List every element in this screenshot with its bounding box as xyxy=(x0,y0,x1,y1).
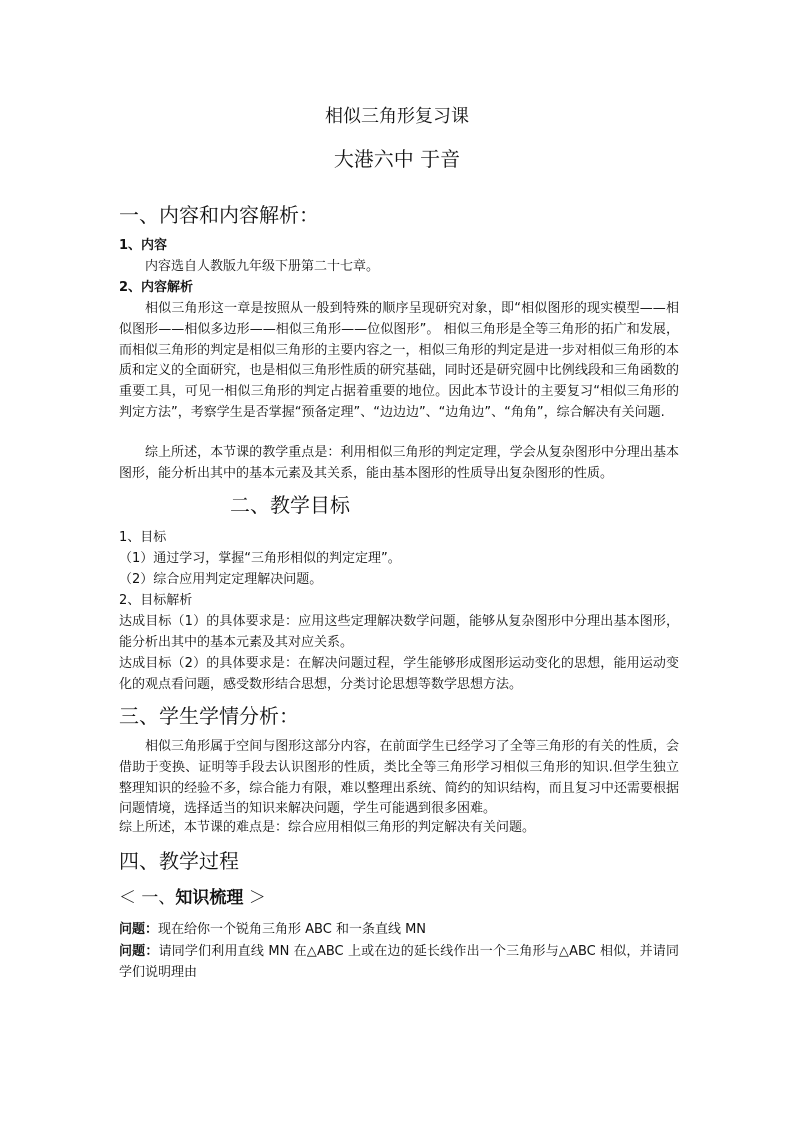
section4-heading: 四、教学过程 xyxy=(119,849,239,873)
page-title: 相似三角形复习课 xyxy=(325,106,469,127)
goal-2: （2）综合应用判定定理解决问题。 xyxy=(119,572,323,587)
subheading-suffix: ＞ xyxy=(243,888,266,908)
section1-item1-title: 1、内容 xyxy=(119,238,168,253)
section3-para2: 综上所述，本节课的难点是：综合应用相似三角形的判定解决有关问题。 xyxy=(119,820,536,835)
section1-para1: 相似三角形这一章是按照从一般到特殊的顺序呈现研究对象，即“相似图形的现实模型——相似图形——相似多边形——相似三角形——位似图形”。 相似三角形是全等三角形的拓广和发展，而相似三角形的判定是相似三角形的主要内容之一，相似三角形的判定是进一步对相似三角形的本质和定义的全面研究，也是相似三角形性质的研究基础，同时还是研究圆中比例线段和三角函数的重要工具，可见一相似三角形的判定占据着重要的地位。因此本节设计的主要复习“相似三角形的判定方法”，考察学生是否掌握“预备定理”、“边边边”、“边角边”、“角角”，综合解决有关问题. xyxy=(119,301,679,420)
question-label: 问题： xyxy=(119,922,159,937)
knowledge-subheading xyxy=(119,886,679,910)
question-2-text: 请同学们利用直线 MN 在△ABC 上或在边的延长线作出一个三角形与△ABC 相似，并请同学们说明理由 xyxy=(119,944,679,980)
section3-heading: 三、学生学情分析： xyxy=(119,704,299,728)
question-1 xyxy=(119,920,679,941)
analysis-2: 达成目标（2）的具体要求是：在解决问题过程，学生能够形成图形运动变化的思想，能用运动变化的观点看问题，感受数形结合思想，分类讨论思想等数学思想方法。 xyxy=(119,656,679,692)
question-1-text: 现在给你一个锐角三角形 ABC 和一条直线 MN xyxy=(158,922,427,937)
question-label: 问题： xyxy=(119,944,159,959)
analysis-title: 2、目标解析 xyxy=(119,593,193,608)
goal-title: 1、目标 xyxy=(119,530,167,545)
section1-item1-text: 内容选自人教版九年级下册第二十七章。 xyxy=(145,259,380,274)
subheading-text: 知识梳理 xyxy=(175,888,244,908)
section3-para1: 相似三角形属于空间与图形这部分内容，在前面学生已经学习了全等三角形的有关的性质，会借助于变换、证明等手段去认识图形的性质，类比全等三角形学习相似三角形的知识.但学生独立整理知识的经验不多，综合能力有限，难以整理出系统、简约的知识结构，而且复习中还需要根据问题情境，选择适当的知识来解决问题，学生可能遇到很多困难。 xyxy=(119,739,679,817)
analysis-1: 达成目标（1）的具体要求是：应用这些定理解决数学问题，能够从复杂图形中分理出基本图形，能分析出其中的基本元素及其对应关系。 xyxy=(119,614,679,650)
section1-para2: 综上所述，本节课的教学重点是：利用相似三角形的判定定理，学会从复杂图形中分理出基本图形，能分析出其中的基本元素及其关系，能由基本图形的性质导出复杂图形的性质。 xyxy=(119,445,679,481)
section1-heading: 一、内容和内容解析： xyxy=(119,203,319,227)
goal-1: （1）通过学习，掌握“三角形相似的判定定理”。 xyxy=(119,551,401,566)
page-subtitle: 大港六中 于音 xyxy=(333,147,461,171)
subheading-prefix: ＜ 一、 xyxy=(119,888,176,908)
section1-item2-title: 2、内容解析 xyxy=(119,280,194,295)
question-2 xyxy=(119,942,679,984)
section2-heading: 二、教学目标 xyxy=(230,493,350,517)
